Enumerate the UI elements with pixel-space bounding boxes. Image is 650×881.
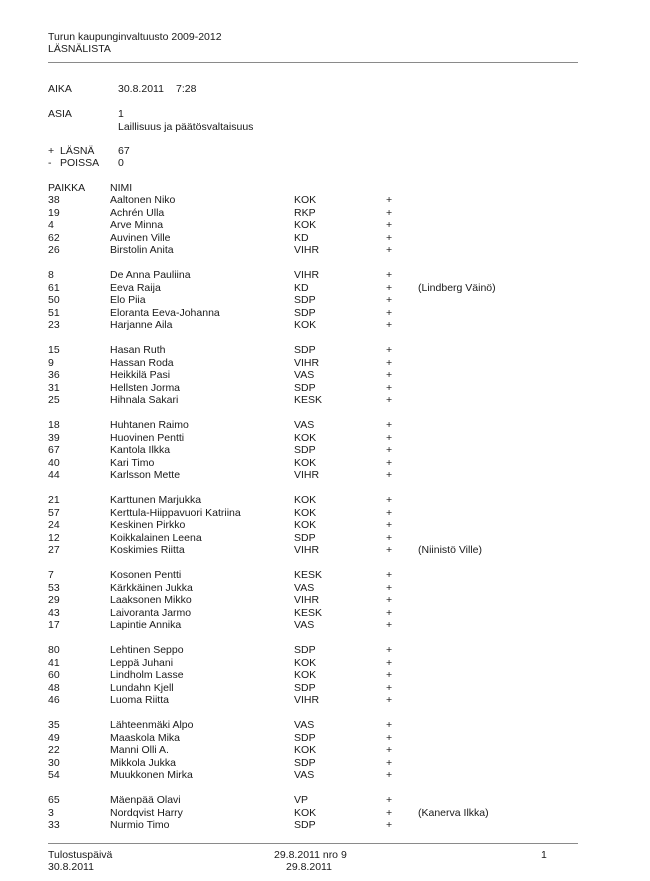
page-number: 1 xyxy=(541,849,547,861)
member-name: Keskinen Pirkko xyxy=(110,519,186,531)
footer-divider xyxy=(48,843,578,844)
seat-number: 51 xyxy=(48,306,60,319)
poissa-label: POISSA xyxy=(60,157,100,169)
attendance-status: + xyxy=(386,731,393,744)
party-code: SDP xyxy=(294,344,316,356)
seat-number: 27 xyxy=(48,544,60,556)
table-row xyxy=(0,194,650,207)
seat-number: 40 xyxy=(48,456,60,469)
table-row xyxy=(0,494,650,507)
table-row xyxy=(0,769,650,782)
attendance-status: + xyxy=(386,244,393,256)
member-name: Mäenpää Olavi xyxy=(110,794,181,806)
party-code: VIHR xyxy=(294,244,320,256)
party-code: KOK xyxy=(294,656,317,669)
party-code: VAS xyxy=(294,769,315,781)
seat-number: 36 xyxy=(48,369,60,381)
party-code: KD xyxy=(294,231,309,244)
header-divider xyxy=(48,62,578,63)
attendance-status: + xyxy=(386,681,393,694)
attendance-status: + xyxy=(386,744,393,756)
seat-number: 35 xyxy=(48,719,60,731)
print-label: Tulostuspäivä xyxy=(48,849,113,861)
seat-number: 60 xyxy=(48,669,60,681)
table-row xyxy=(0,507,650,520)
attendance-status: + xyxy=(386,769,393,781)
member-name: Lapintie Annika xyxy=(110,619,182,631)
attendance-status: + xyxy=(386,756,393,769)
table-row xyxy=(0,307,650,320)
seat-number: 12 xyxy=(48,531,60,544)
seat-number: 46 xyxy=(48,694,60,706)
attendance-status: + xyxy=(386,269,393,281)
member-name: Laaksonen Mikko xyxy=(110,594,192,606)
member-name: Maaskola Mika xyxy=(110,731,181,744)
member-name: Hellsten Jorma xyxy=(110,381,181,394)
seat-number: 57 xyxy=(48,506,60,519)
table-row xyxy=(0,444,650,457)
table-row xyxy=(0,669,650,682)
attendance-status: + xyxy=(386,819,393,831)
table-row xyxy=(0,657,650,670)
attendance-status: + xyxy=(386,356,393,369)
party-code: KOK xyxy=(294,431,317,444)
party-code: VIHR xyxy=(294,356,320,369)
member-name: Hihnala Sakari xyxy=(110,394,179,406)
attendance-status: + xyxy=(386,319,393,331)
lasna-sign: + xyxy=(48,145,55,157)
member-name: Kärkkäinen Jukka xyxy=(110,581,193,594)
attendance-status: + xyxy=(386,594,393,606)
member-name: Koskimies Riitta xyxy=(110,544,185,556)
lasna-count: 67 xyxy=(118,145,130,157)
table-row xyxy=(0,607,650,620)
party-code: SDP xyxy=(294,381,316,394)
seat-number: 41 xyxy=(48,656,60,669)
seat-number: 24 xyxy=(48,519,60,531)
lasna-label: LÄSNÄ xyxy=(60,145,95,157)
party-code: KOK xyxy=(294,456,317,469)
member-name: Lähteenmäki Alpo xyxy=(110,719,194,731)
table-row xyxy=(0,469,650,482)
party-code: SDP xyxy=(294,294,316,306)
member-name: Achrén Ulla xyxy=(110,206,165,219)
seat-number: 80 xyxy=(48,644,60,656)
attendance-status: + xyxy=(386,206,393,219)
member-name: Harjanne Aila xyxy=(110,319,173,331)
party-code: SDP xyxy=(294,444,316,456)
seat-number: 33 xyxy=(48,819,60,831)
party-code: KOK xyxy=(294,806,317,819)
party-code: VAS xyxy=(294,719,315,731)
party-code: SDP xyxy=(294,819,316,831)
seat-number: 38 xyxy=(48,194,60,206)
seat-number: 30 xyxy=(48,756,60,769)
substitute-note: (Niinistö Ville) xyxy=(418,544,482,556)
member-name: Kosonen Pentti xyxy=(110,569,182,581)
member-name: Karttunen Marjukka xyxy=(110,494,202,506)
attendance-status: + xyxy=(386,719,393,731)
seat-number: 19 xyxy=(48,206,60,219)
seat-number: 9 xyxy=(48,356,54,369)
attendance-status: + xyxy=(386,456,393,469)
table-row xyxy=(0,232,650,245)
table-row xyxy=(0,357,650,370)
table-row xyxy=(0,807,650,820)
attendance-status: + xyxy=(386,806,393,819)
seat-number: 8 xyxy=(48,269,54,281)
attendance-status: + xyxy=(386,656,393,669)
seat-number: 25 xyxy=(48,394,60,406)
aika-date: 30.8.2011 xyxy=(118,83,164,95)
party-code: KESK xyxy=(294,569,323,581)
table-row xyxy=(0,244,650,257)
party-code: VAS xyxy=(294,619,315,631)
table-row xyxy=(0,757,650,770)
table-row xyxy=(0,269,650,282)
attendance-status: + xyxy=(386,644,393,656)
seat-number: 39 xyxy=(48,431,60,444)
attendance-status: + xyxy=(386,544,393,556)
party-code: KESK xyxy=(294,394,323,406)
poissa-sign: - xyxy=(48,157,52,169)
asia-label: ASIA xyxy=(48,108,72,120)
member-name: Eloranta Eeva-Johanna xyxy=(110,306,220,319)
member-name: Arve Minna xyxy=(110,219,164,231)
party-code: KOK xyxy=(294,194,317,206)
seat-number: 67 xyxy=(48,444,60,456)
table-row xyxy=(0,382,650,395)
seat-number: 26 xyxy=(48,244,60,256)
asia-number: 1 xyxy=(118,108,124,120)
footer-center-line2: 29.8.2011 xyxy=(286,861,332,873)
attendance-status: + xyxy=(386,219,393,231)
member-name: Eeva Raija xyxy=(110,281,161,294)
party-code: KD xyxy=(294,281,309,294)
column-header-seat: PAIKKA xyxy=(48,182,86,194)
document-subtitle: LÄSNÄLISTA xyxy=(48,43,111,55)
table-row xyxy=(0,344,650,357)
seat-number: 3 xyxy=(48,806,54,819)
attendance-status: + xyxy=(386,469,393,481)
seat-number: 54 xyxy=(48,769,60,781)
member-name: Muukkonen Mirka xyxy=(110,769,193,781)
table-row xyxy=(0,457,650,470)
member-name: Elo Piia xyxy=(110,294,146,306)
seat-number: 7 xyxy=(48,569,54,581)
attendance-status: + xyxy=(386,794,393,806)
attendance-status: + xyxy=(386,194,393,206)
seat-number: 15 xyxy=(48,344,60,356)
party-code: SDP xyxy=(294,531,316,544)
attendance-status: + xyxy=(386,694,393,706)
party-code: RKP xyxy=(294,206,316,219)
table-row xyxy=(0,694,650,707)
seat-number: 50 xyxy=(48,294,60,306)
attendance-status: + xyxy=(386,494,393,506)
party-code: VIHR xyxy=(294,469,320,481)
seat-number: 31 xyxy=(48,381,60,394)
party-code: KOK xyxy=(294,219,317,231)
seat-number: 49 xyxy=(48,731,60,744)
print-date: 30.8.2011 xyxy=(48,861,94,873)
seat-number: 18 xyxy=(48,419,60,431)
seat-number: 53 xyxy=(48,581,60,594)
attendance-status: + xyxy=(386,444,393,456)
member-name: Manni Olli A. xyxy=(110,744,169,756)
table-row xyxy=(0,369,650,382)
attendance-status: + xyxy=(386,669,393,681)
member-name: Hassan Roda xyxy=(110,356,174,369)
attendance-status: + xyxy=(386,369,393,381)
attendance-status: + xyxy=(386,619,393,631)
seat-number: 43 xyxy=(48,606,60,619)
seat-number: 17 xyxy=(48,619,60,631)
document-title: Turun kaupunginvaltuusto 2009-2012 xyxy=(48,31,222,43)
party-code: SDP xyxy=(294,731,316,744)
seat-number: 21 xyxy=(48,494,60,506)
party-code: VAS xyxy=(294,419,315,431)
member-name: Karlsson Mette xyxy=(110,469,181,481)
member-name: Huhtanen Raimo xyxy=(110,419,189,431)
table-row xyxy=(0,794,650,807)
member-name: De Anna Pauliina xyxy=(110,269,191,281)
party-code: KOK xyxy=(294,519,317,531)
party-code: VAS xyxy=(294,369,315,381)
table-row xyxy=(0,719,650,732)
table-row xyxy=(0,544,650,557)
seat-number: 23 xyxy=(48,319,60,331)
attendance-status: + xyxy=(386,394,393,406)
table-row xyxy=(0,532,650,545)
party-code: VP xyxy=(294,794,309,806)
table-row xyxy=(0,432,650,445)
asia-text: Laillisuus ja päätösvaltaisuus xyxy=(118,121,254,133)
table-row xyxy=(0,519,650,532)
attendance-status: + xyxy=(386,381,393,394)
substitute-note: (Kanerva Ilkka) xyxy=(418,806,489,819)
member-name: Kari Timo xyxy=(110,456,155,469)
aika-time: 7:28 xyxy=(176,83,197,95)
member-name: Laivoranta Jarmo xyxy=(110,606,192,619)
column-header-name: NIMI xyxy=(110,182,133,194)
party-code: KOK xyxy=(294,744,317,756)
member-name: Koikkalainen Leena xyxy=(110,531,202,544)
aika-label: AIKA xyxy=(48,83,72,95)
attendance-status: + xyxy=(386,281,393,294)
member-name: Heikkilä Pasi xyxy=(110,369,171,381)
attendance-status: + xyxy=(386,294,393,306)
seat-number: 44 xyxy=(48,469,60,481)
table-row xyxy=(0,219,650,232)
table-row xyxy=(0,682,650,695)
table-row xyxy=(0,594,650,607)
member-name: Aaltonen Niko xyxy=(110,194,176,206)
attendance-status: + xyxy=(386,419,393,431)
party-code: SDP xyxy=(294,644,316,656)
party-code: KOK xyxy=(294,506,317,519)
member-name: Kerttula-Hiippavuori Katriina xyxy=(110,506,241,519)
party-code: VIHR xyxy=(294,594,320,606)
member-name: Lundahn Kjell xyxy=(110,681,174,694)
member-name: Mikkola Jukka xyxy=(110,756,176,769)
member-name: Nurmio Timo xyxy=(110,819,170,831)
party-code: VAS xyxy=(294,581,315,594)
party-code: SDP xyxy=(294,756,316,769)
party-code: VIHR xyxy=(294,269,320,281)
attendance-status: + xyxy=(386,519,393,531)
party-code: VIHR xyxy=(294,694,320,706)
attendance-status: + xyxy=(386,581,393,594)
attendance-status: + xyxy=(386,506,393,519)
member-name: Lindholm Lasse xyxy=(110,669,184,681)
attendance-status: + xyxy=(386,306,393,319)
party-code: VIHR xyxy=(294,544,320,556)
member-name: Kantola Ilkka xyxy=(110,444,171,456)
attendance-status: + xyxy=(386,569,393,581)
table-row xyxy=(0,732,650,745)
party-code: KOK xyxy=(294,494,317,506)
member-name: Hasan Ruth xyxy=(110,344,166,356)
table-row xyxy=(0,282,650,295)
member-name: Lehtinen Seppo xyxy=(110,644,184,656)
table-row xyxy=(0,419,650,432)
attendance-status: + xyxy=(386,431,393,444)
member-name: Leppä Juhani xyxy=(110,656,174,669)
table-row xyxy=(0,619,650,632)
footer-center-line1: 29.8.2011 nro 9 xyxy=(274,849,347,861)
seat-number: 22 xyxy=(48,744,60,756)
seat-number: 61 xyxy=(48,281,60,294)
attendance-status: + xyxy=(386,606,393,619)
party-code: KOK xyxy=(294,319,317,331)
attendance-status: + xyxy=(386,231,393,244)
table-row xyxy=(0,207,650,220)
member-name: Huovinen Pentti xyxy=(110,431,185,444)
table-row xyxy=(0,569,650,582)
table-row xyxy=(0,819,650,832)
member-name: Luoma Riitta xyxy=(110,694,169,706)
seat-number: 4 xyxy=(48,219,54,231)
attendance-status: + xyxy=(386,531,393,544)
party-code: SDP xyxy=(294,306,316,319)
seat-number: 29 xyxy=(48,594,60,606)
attendance-status: + xyxy=(386,344,393,356)
table-row xyxy=(0,294,650,307)
seat-number: 48 xyxy=(48,681,60,694)
party-code: KOK xyxy=(294,669,317,681)
member-name: Birstolin Anita xyxy=(110,244,174,256)
party-code: SDP xyxy=(294,681,316,694)
party-code: KESK xyxy=(294,606,323,619)
seat-number: 62 xyxy=(48,231,60,244)
member-name: Auvinen Ville xyxy=(110,231,171,244)
table-row xyxy=(0,582,650,595)
member-name: Nordqvist Harry xyxy=(110,806,183,819)
seat-number: 65 xyxy=(48,794,60,806)
table-row xyxy=(0,744,650,757)
poissa-count: 0 xyxy=(118,157,124,169)
substitute-note: (Lindberg Väinö) xyxy=(418,281,496,294)
table-row xyxy=(0,319,650,332)
table-row xyxy=(0,644,650,657)
table-row xyxy=(0,394,650,407)
